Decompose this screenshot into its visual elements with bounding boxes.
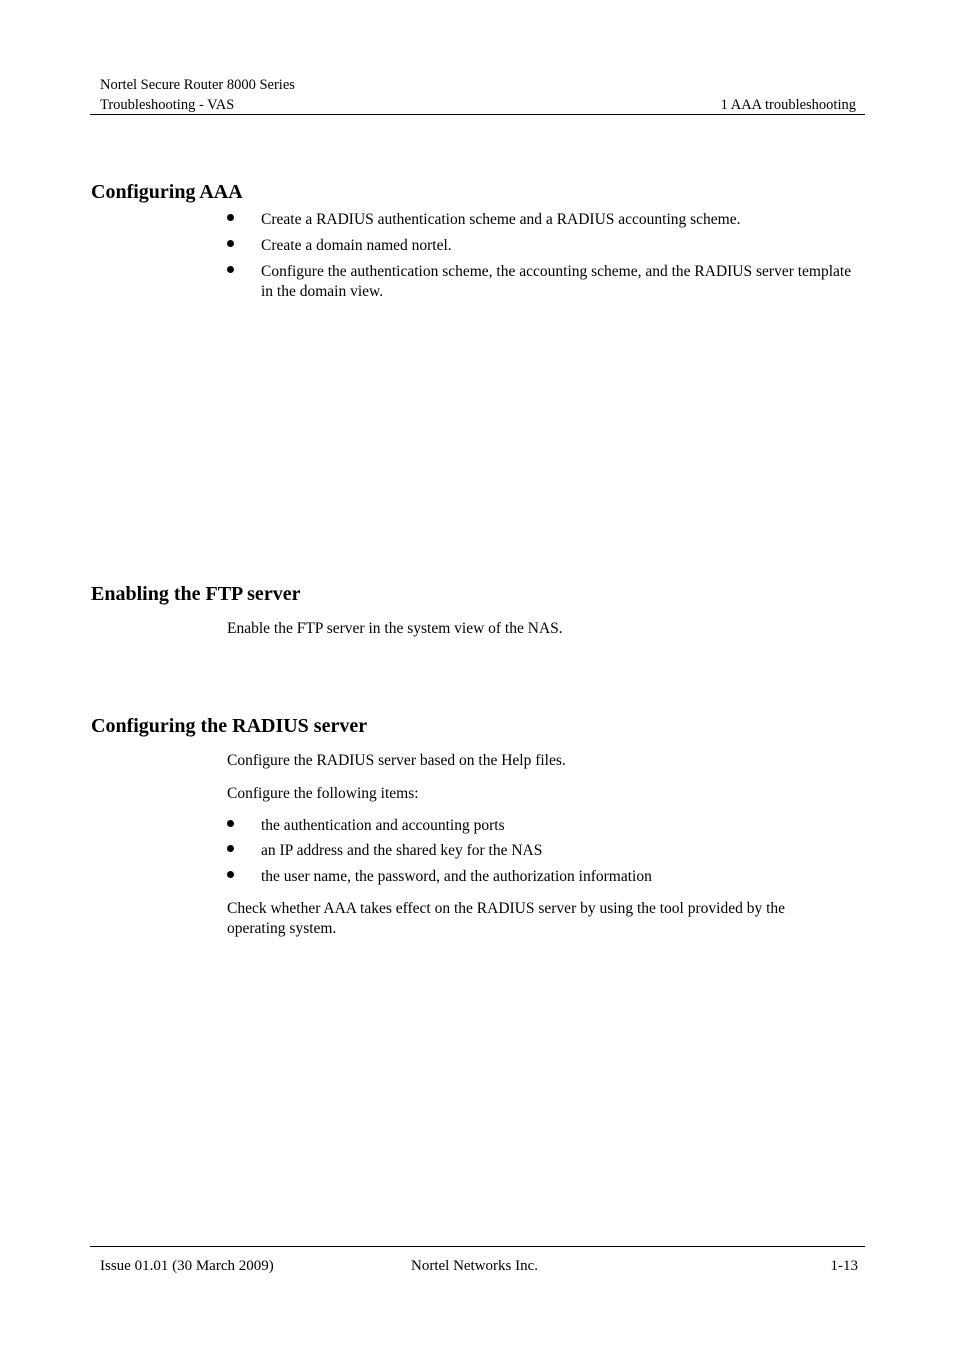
list-item: an IP address and the shared key for the NAS — [261, 842, 543, 859]
footer-page-number: 1-13 — [830, 1258, 858, 1274]
footer-issue: Issue 01.01 (30 March 2009) — [100, 1258, 274, 1274]
paragraph: Enable the FTP server in the system view of the NAS. — [227, 620, 563, 637]
header-product: Nortel Secure Router 8000 Series — [100, 77, 295, 93]
header-rule — [90, 114, 865, 115]
footer-rule — [90, 1246, 865, 1247]
section-heading-configuring-aaa: Configuring AAA — [91, 181, 243, 203]
bullet-icon — [227, 820, 234, 827]
bullet-icon — [227, 845, 234, 852]
header-doc-title: Troubleshooting - VAS — [100, 97, 235, 113]
section-heading-configuring-radius: Configuring the RADIUS server — [91, 715, 368, 737]
bullet-icon — [227, 871, 234, 878]
list-item: Configure the authentication scheme, the accounting scheme, and the RADIUS server template in the domain view. — [261, 263, 852, 300]
section-heading-enabling-ftp: Enabling the FTP server — [91, 583, 301, 605]
paragraph: Configure the RADIUS server based on the Help files. — [227, 752, 566, 769]
list-item: the user name, the password, and the authorization information — [261, 868, 652, 885]
list-item: Create a RADIUS authentication scheme and a RADIUS accounting scheme. — [261, 211, 741, 228]
bullet-icon — [227, 214, 234, 221]
paragraph: Configure the following items: — [227, 785, 419, 802]
header-chapter: 1 AAA troubleshooting — [720, 97, 856, 113]
list-item: the authentication and accounting ports — [261, 817, 505, 834]
bullet-icon — [227, 240, 234, 247]
paragraph: Check whether AAA takes effect on the RADIUS server by using the tool provided by the operating system. — [227, 900, 786, 937]
bullet-icon — [227, 266, 234, 273]
footer-company: Nortel Networks Inc. — [411, 1258, 539, 1274]
list-item: Create a domain named nortel. — [261, 237, 452, 254]
